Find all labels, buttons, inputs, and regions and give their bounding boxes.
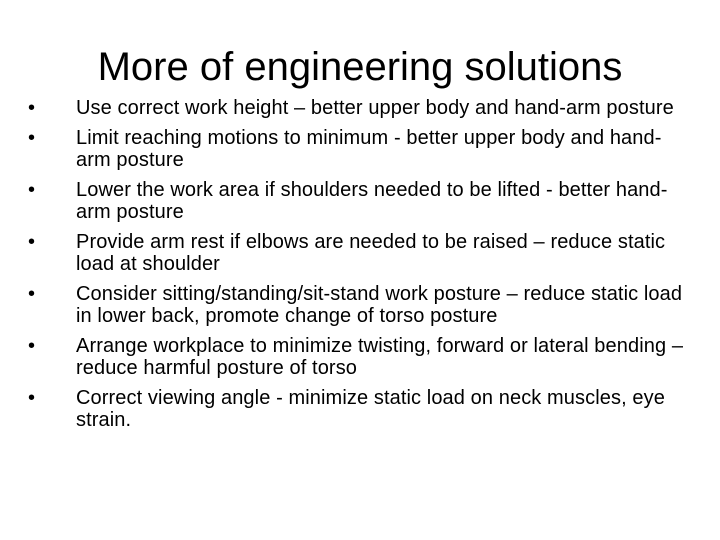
bullet-icon: • (28, 97, 36, 119)
bullet-text: Consider sitting/standing/sit-stand work posture – reduce static load in lower back, promote change of torso posture (76, 283, 683, 327)
bullet-icon: • (28, 231, 36, 253)
bullet-icon: • (28, 127, 36, 149)
bullet-text: Correct viewing angle - minimize static load on neck muscles, eye strain. (76, 387, 665, 431)
bullet-item (28, 335, 693, 379)
bullet-text: Use correct work height – better upper body and hand-arm posture (76, 97, 674, 119)
bullet-icon: • (28, 335, 36, 357)
bullet-text: Provide arm rest if elbows are needed to be raised – reduce static load at shoulder (76, 231, 666, 275)
bullet-text: Limit reaching motions to minimum - better upper body and hand-arm posture (76, 127, 662, 171)
bullet-item (28, 387, 693, 431)
bullet-item (28, 97, 693, 119)
bullet-text: Arrange workplace to minimize twisting, forward or lateral bending – reduce harmful posture of torso (76, 335, 684, 379)
bullet-item (28, 179, 693, 223)
bullet-item (28, 127, 693, 171)
bullet-text: Lower the work area if shoulders needed to be lifted - better hand-arm posture (76, 179, 668, 223)
bullet-list (28, 97, 693, 439)
bullet-icon: • (28, 283, 36, 305)
bullet-icon: • (28, 387, 36, 409)
bullet-item (28, 283, 693, 327)
bullet-item (28, 231, 693, 275)
slide-title: More of engineering solutions (97, 45, 623, 89)
bullet-icon: • (28, 179, 36, 201)
